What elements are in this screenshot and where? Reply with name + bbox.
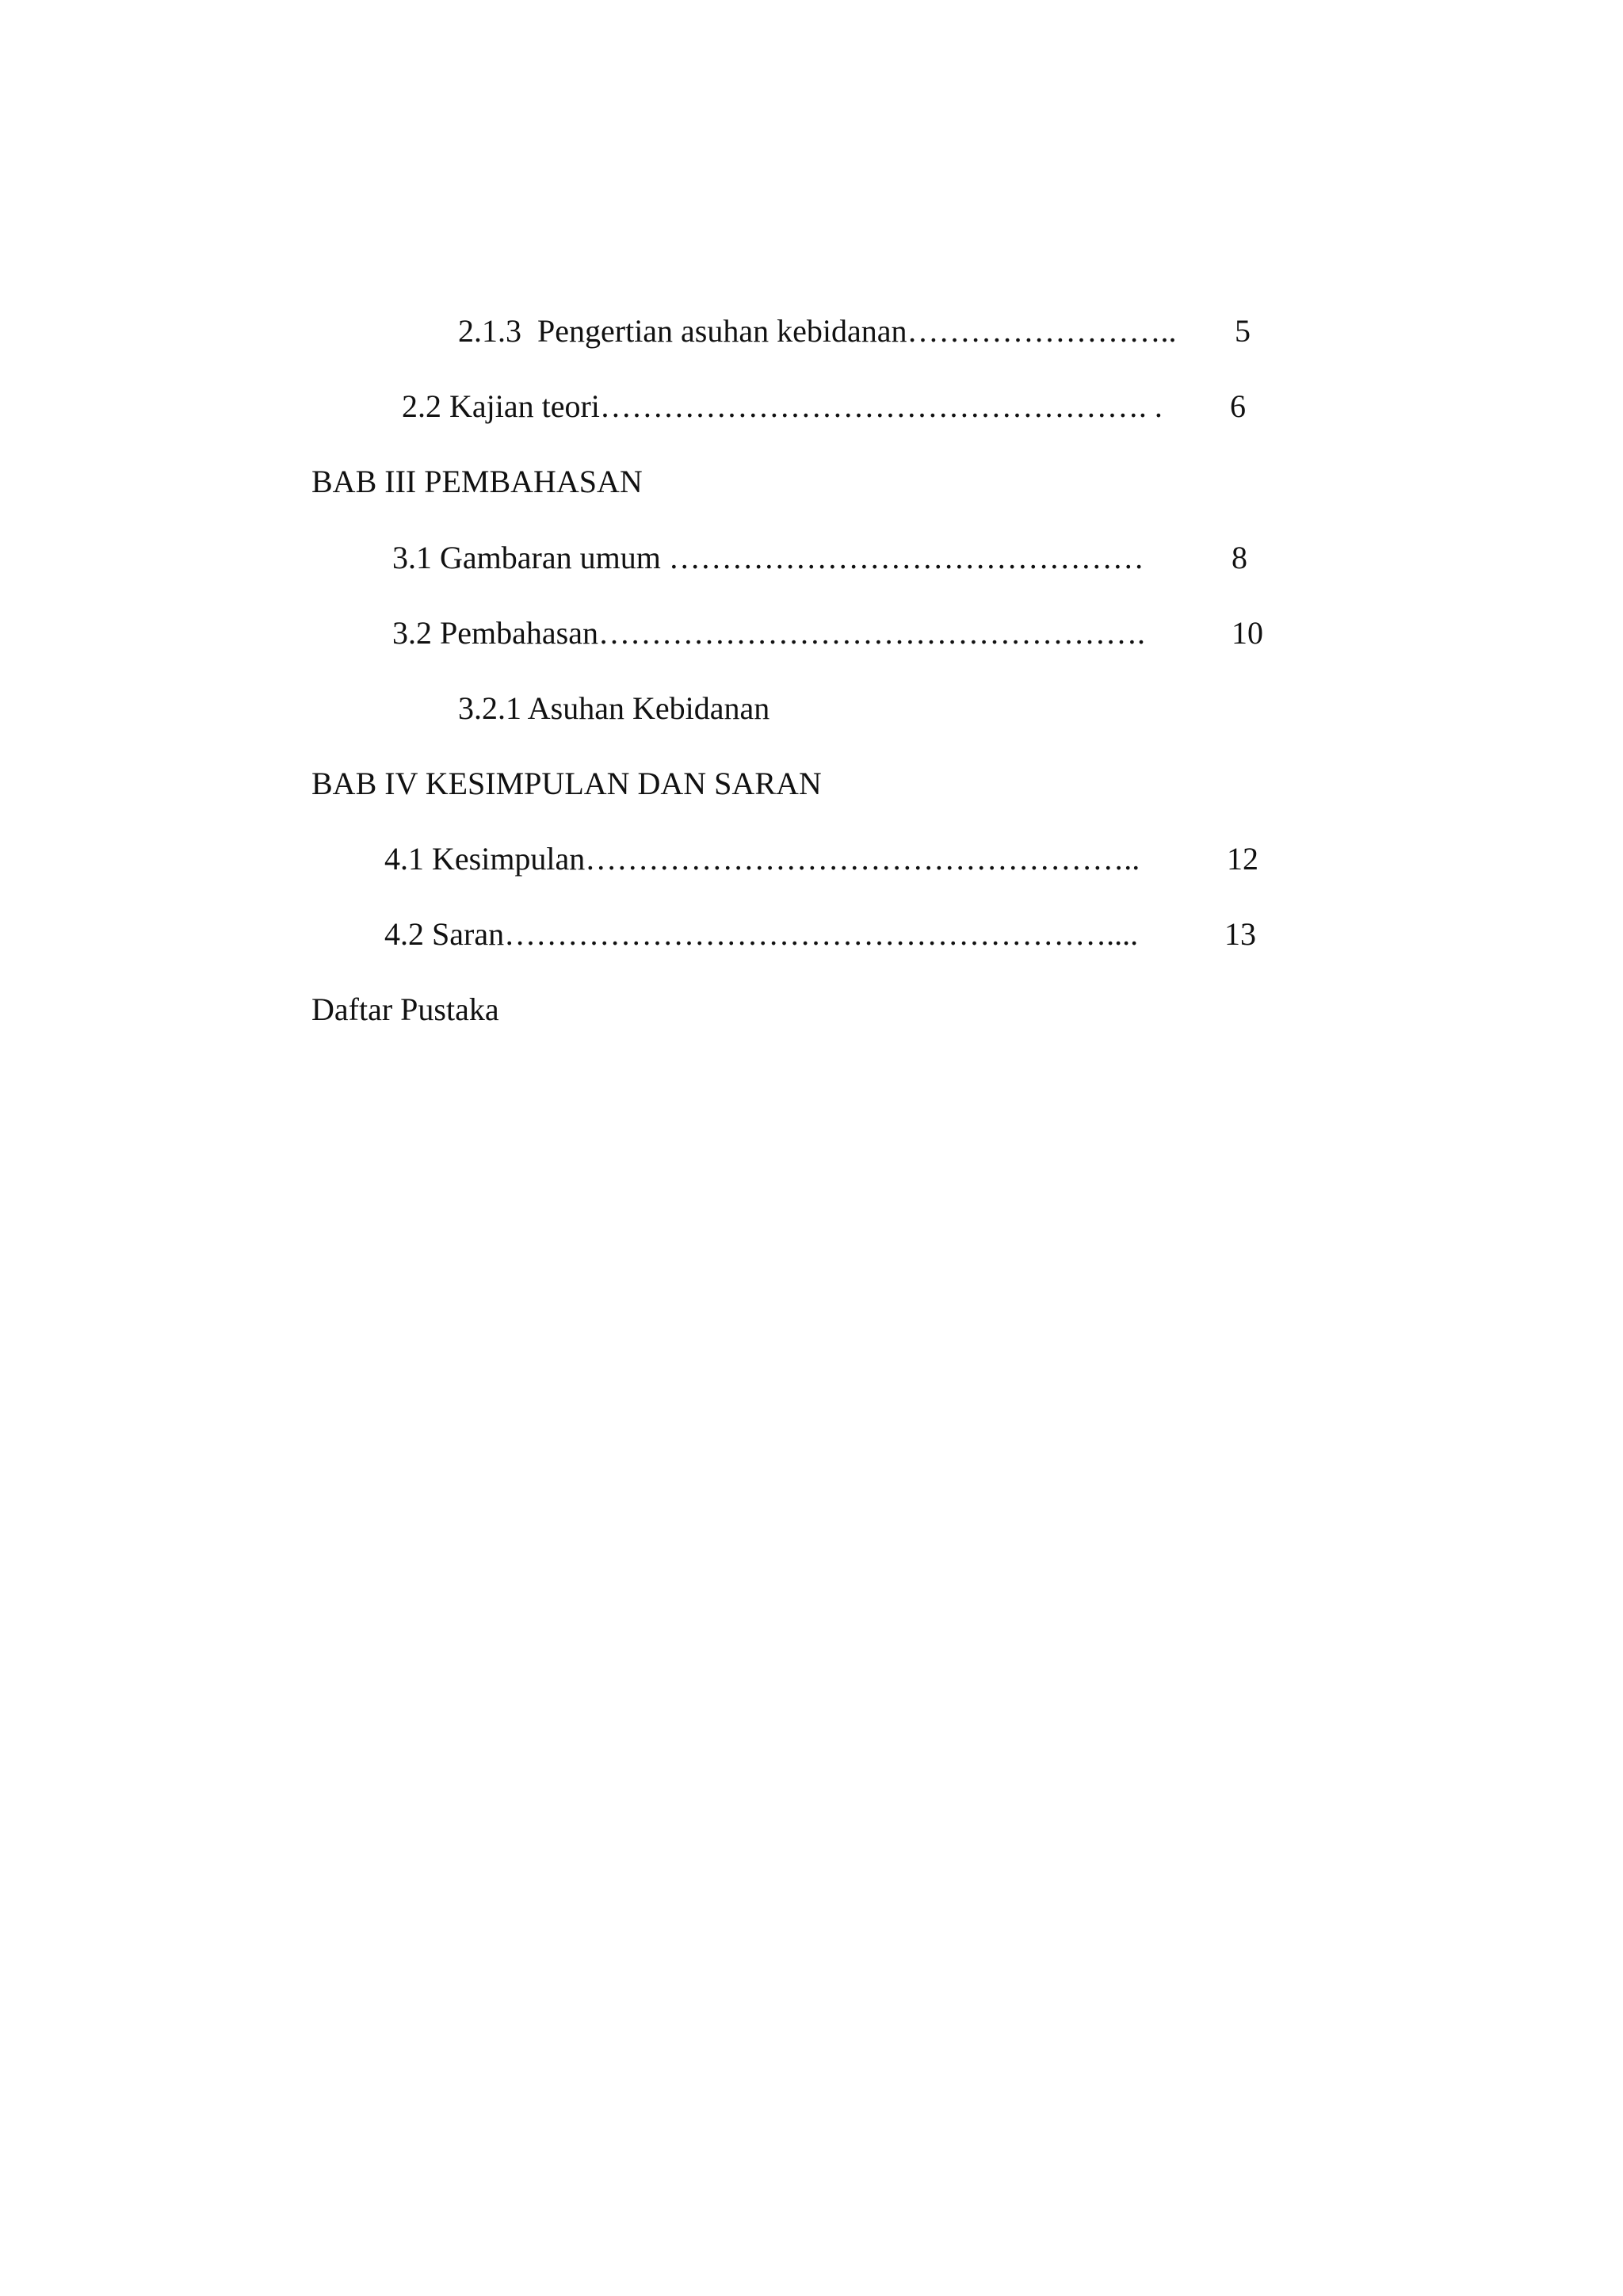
toc-entry-4-2: 4.2 Saran…………………………………………………....	[384, 916, 1139, 952]
toc-entry-3-2: 3.2 Pembahasan…………………………………………….	[392, 615, 1145, 651]
toc-page-number: 6	[1230, 388, 1246, 424]
toc-entry-3-1: 3.1 Gambaran umum ………………………………………	[392, 540, 1144, 575]
toc-entry-2-2: 2.2 Kajian teori……………………………………………. .	[402, 388, 1163, 424]
toc-page-number: 12	[1227, 841, 1258, 877]
toc-page-number: 8	[1232, 540, 1247, 575]
toc-page-number: 10	[1232, 615, 1263, 651]
toc-page-number: 5	[1235, 313, 1251, 349]
toc-entry-2-1-3: 2.1.3 Pengertian asuhan kebidanan……………………..	[458, 313, 1177, 349]
toc-entry-3-2-1: 3.2.1 Asuhan Kebidanan	[458, 690, 770, 726]
toc-entry-daftar-pustaka: Daftar Pustaka	[311, 991, 499, 1027]
toc-chapter-bab-iii: BAB III PEMBAHASAN	[311, 464, 643, 499]
toc-page-number: 13	[1224, 916, 1256, 952]
toc-chapter-bab-iv: BAB IV KESIMPULAN DAN SARAN	[311, 766, 822, 801]
toc-entry-4-1: 4.1 Kesimpulan……………………………………………..	[384, 841, 1140, 877]
